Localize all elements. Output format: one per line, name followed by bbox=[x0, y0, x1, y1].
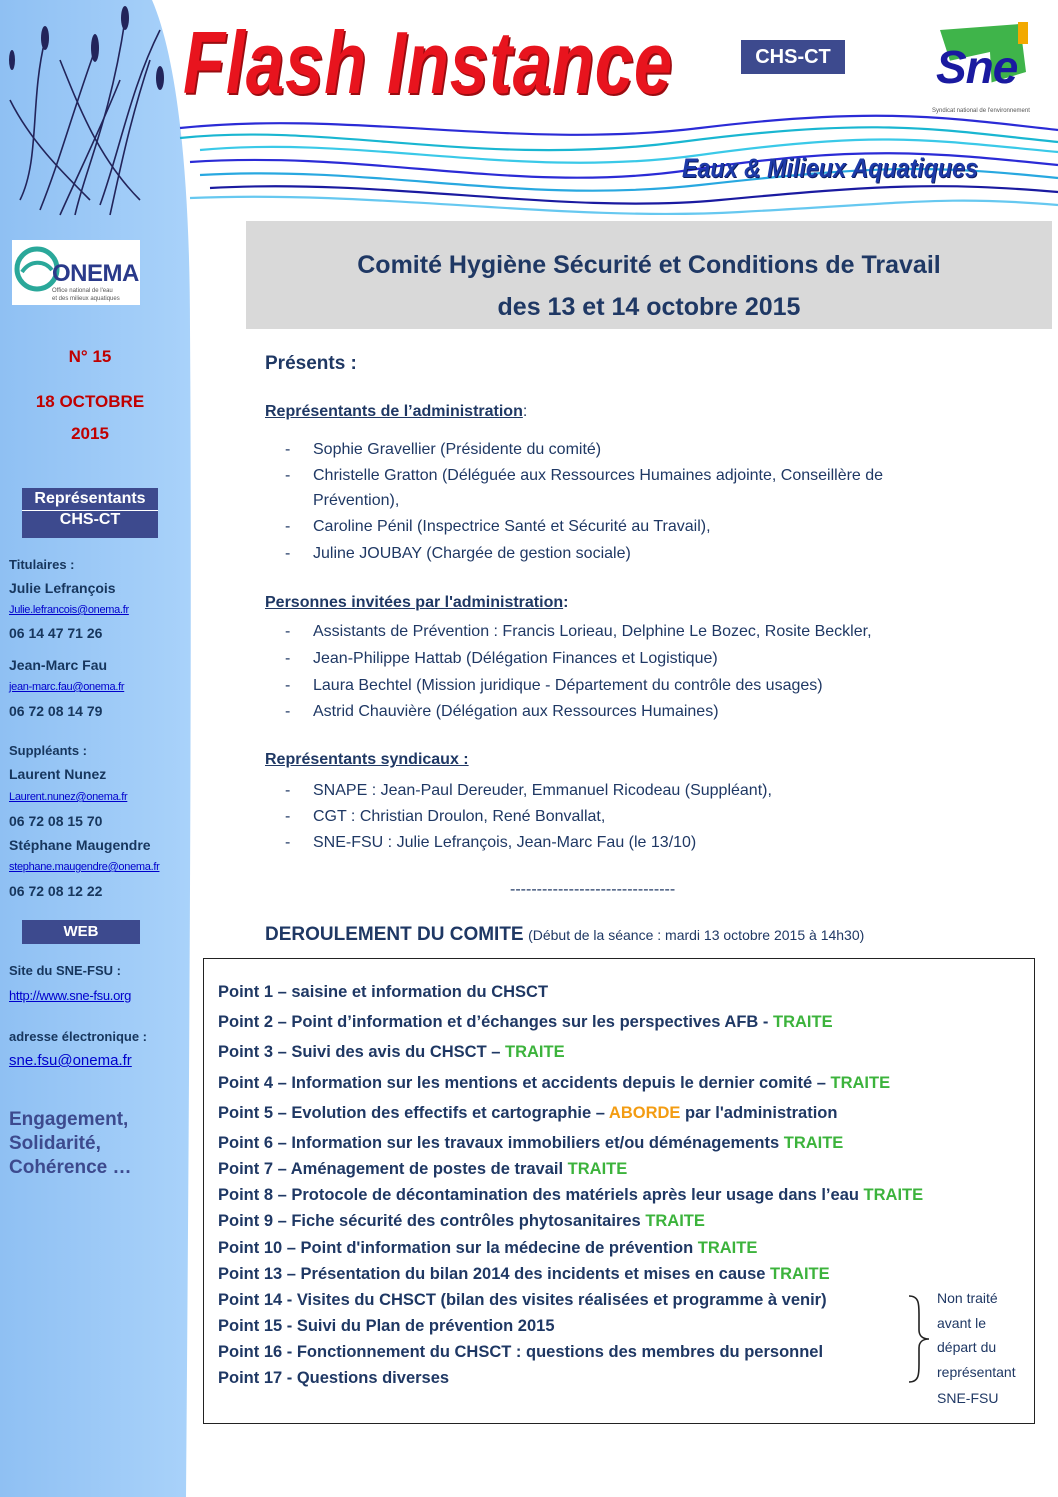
list-item: - SNAPE : Jean-Paul Dereuder, Emmanuel Ricodeau (Suppléant), bbox=[285, 782, 772, 799]
suppleant-2-email-link[interactable]: stephane.maugendre@onema.fr bbox=[9, 861, 160, 873]
issue-date-line-1: 18 OCTOBRE bbox=[35, 392, 145, 411]
list-item: - Juline JOUBAY (Chargée de gestion sociale) bbox=[285, 545, 631, 562]
agenda-point-text: Point 14 - Visites du CHSCT (bilan des visites réalisées et programme à venir) bbox=[218, 1291, 827, 1309]
brace-icon bbox=[905, 1294, 931, 1384]
titulaire-1-email-link[interactable]: Julie.lefrancois@onema.fr bbox=[9, 604, 129, 616]
agenda-point bbox=[218, 1104, 837, 1123]
list-item-text: Caroline Pénil (Inspectrice Santé et Sécurité au Travail), bbox=[313, 518, 711, 535]
agenda-point-status: TRAITE bbox=[505, 1043, 565, 1061]
newsletter-title: Flash Instance bbox=[183, 13, 673, 112]
sne-logo-text: Sne bbox=[936, 41, 1018, 93]
agenda-point-text: Point 6 – Information sur les travaux immobiliers et/ou déménagements bbox=[218, 1134, 784, 1152]
newsletter-subtitle: Eaux & Milieux Aquatiques bbox=[682, 153, 978, 183]
agenda-point-text: Point 4 – Information sur les mentions et accidents depuis le dernier comité – bbox=[218, 1074, 831, 1092]
issue-number: N° 15 bbox=[68, 347, 112, 366]
agenda-point-text: Point 10 – Point d'information sur la médecine de prévention bbox=[218, 1239, 698, 1257]
list-item: - Assistants de Prévention : Francis Lorieau, Delphine Le Bozec, Rosite Beckler, bbox=[285, 623, 872, 640]
agenda-point bbox=[218, 1013, 833, 1032]
agenda-point bbox=[218, 1134, 843, 1153]
titulaire-1-phone: 06 14 47 71 26 bbox=[9, 625, 103, 641]
motto-line-1: Engagement, bbox=[9, 1109, 129, 1130]
admin-section-colon: : bbox=[522, 403, 528, 420]
agenda-point bbox=[218, 1291, 827, 1310]
list-item-continuation: Prévention), bbox=[313, 492, 400, 509]
list-item-text: SNE-FSU : Julie Lefrançois, Jean-Marc Fau (le 13/10) bbox=[313, 834, 697, 851]
agenda-point-status: TRAITE bbox=[773, 1013, 833, 1031]
motto-line-3: Cohérence … bbox=[9, 1157, 132, 1178]
list-item-text: CGT : Christian Droulon, René Bonvallat, bbox=[313, 808, 606, 825]
representatives-box bbox=[22, 488, 158, 538]
email-link[interactable]: sne.fsu@onema.fr bbox=[9, 1052, 132, 1069]
admin-section-label-text: Représentants de l’administration bbox=[265, 403, 523, 420]
not-treated-line: représentant bbox=[937, 1364, 1016, 1380]
agenda-point bbox=[218, 1212, 705, 1231]
not-treated-line: avant le bbox=[937, 1315, 987, 1331]
list-item: - Laura Bechtel (Mission juridique - Département du contrôle des usages) bbox=[285, 677, 823, 694]
agenda-point-suffix: par l'administration bbox=[680, 1104, 838, 1122]
agenda-point-text: Point 13 – Présentation du bilan 2014 des incidents et mises en cause bbox=[218, 1265, 771, 1283]
list-item: - Astrid Chauvière (Délégation aux Ressources Humaines) bbox=[285, 703, 719, 720]
agenda-point-text: Point 7 – Aménagement de postes de travail bbox=[218, 1160, 568, 1178]
agenda-point bbox=[218, 1369, 449, 1388]
agenda-point-text: Point 16 - Fonctionnement du CHSCT : questions des membres du personnel bbox=[218, 1343, 824, 1361]
list-item-text: Assistants de Prévention : Francis Lorieau, Delphine Le Bozec, Rosite Beckler, bbox=[313, 623, 872, 640]
main-heading-line-2: des 13 et 14 octobre 2015 bbox=[497, 293, 801, 321]
suppleant-2-phone: 06 72 08 12 22 bbox=[9, 883, 103, 899]
onema-name: ONEMA bbox=[52, 260, 139, 287]
email-label: adresse électronique : bbox=[9, 1029, 147, 1044]
list-item: - Jean-Philippe Hattab (Délégation Finances et Logistique) bbox=[285, 650, 718, 667]
agenda-point-text: Point 9 – Fiche sécurité des contrôles phytosanitaires bbox=[218, 1212, 646, 1230]
agenda-point bbox=[218, 1074, 890, 1093]
agenda-point-text: Point 5 – Evolution des effectifs et cartographie – bbox=[218, 1104, 609, 1122]
agenda-point-text: Point 1 – saisine et information du CHSCT bbox=[218, 983, 549, 1001]
titulaire-1-name: Julie Lefrançois bbox=[9, 580, 116, 596]
list-item-text: Christelle Gratton (Déléguée aux Ressources Humaines adjointe, Conseillère de bbox=[313, 467, 884, 484]
invited-section-colon: : bbox=[563, 594, 569, 611]
agenda-point-status: ABORDE bbox=[608, 1104, 681, 1122]
agenda-point-text: Point 17 - Questions diverses bbox=[218, 1369, 450, 1387]
presents-title: Présents : bbox=[265, 353, 357, 374]
suppleant-1-phone: 06 72 08 15 70 bbox=[9, 813, 103, 829]
not-treated-line: départ du bbox=[937, 1339, 997, 1355]
not-treated-line: SNE-FSU bbox=[937, 1390, 999, 1406]
agenda-point-status: TRAITE bbox=[770, 1265, 830, 1283]
list-item-text: Laura Bechtel (Mission juridique - Département du contrôle des usages) bbox=[313, 677, 823, 694]
site-url-link[interactable]: http://www.sne-fsu.org bbox=[9, 988, 132, 1003]
suppleants-label: Suppléants : bbox=[9, 743, 88, 758]
agenda-point-text: Point 15 - Suivi du Plan de prévention 2015 bbox=[218, 1317, 555, 1335]
titulaires-label: Titulaires : bbox=[9, 557, 75, 572]
invited-section-label bbox=[265, 594, 568, 612]
list-item-text: Juline JOUBAY (Chargée de gestion sociale) bbox=[313, 545, 631, 562]
agenda-point-status: TRAITE bbox=[567, 1160, 628, 1178]
invited-section-label-text: Personnes invitées par l'administration bbox=[265, 594, 564, 611]
agenda-point bbox=[218, 1317, 555, 1336]
agenda-point-status: TRAITE bbox=[830, 1074, 891, 1092]
onema-caption-2: et des milieux aquatiques bbox=[52, 296, 120, 302]
agenda-point bbox=[218, 1343, 823, 1362]
representatives-box-line-2: CHS-CT bbox=[59, 511, 121, 528]
agenda-point bbox=[218, 1186, 923, 1205]
sne-logo-caption: Syndicat national de l'environnement bbox=[932, 108, 1030, 114]
onema-logo bbox=[12, 240, 140, 305]
titulaire-2-email-link[interactable]: jean-marc.fau@onema.fr bbox=[9, 681, 125, 693]
admin-section-label bbox=[265, 403, 527, 421]
suppleant-2-name: Stéphane Maugendre bbox=[9, 837, 151, 853]
agenda-point-status: TRAITE bbox=[783, 1134, 844, 1152]
separator-line: ------------------------------- bbox=[510, 881, 676, 898]
list-item: - Christelle Gratton (Déléguée aux Ressources Humaines adjointe, Conseillère de bbox=[285, 467, 884, 484]
agenda-point bbox=[218, 1265, 830, 1284]
list-item: - CGT : Christian Droulon, René Bonvallat, bbox=[285, 808, 606, 825]
list-item-text: Jean-Philippe Hattab (Délégation Finances et Logistique) bbox=[313, 650, 718, 667]
list-item-text: Astrid Chauvière (Délégation aux Ressources Humaines) bbox=[313, 703, 719, 720]
agenda-point-status: TRAITE bbox=[863, 1186, 924, 1204]
list-item: - Caroline Pénil (Inspectrice Santé et Sécurité au Travail), bbox=[285, 518, 711, 535]
agenda-point-text: Point 8 – Protocole de décontamination des matériels après leur usage dans l’eau bbox=[218, 1186, 864, 1204]
agenda-point-text: Point 3 – Suivi des avis du CHSCT – bbox=[218, 1043, 505, 1061]
agenda-point-text: Point 2 – Point d’information et d’échanges sur les perspectives AFB - bbox=[218, 1013, 774, 1031]
list-item: - SNE-FSU : Julie Lefrançois, Jean-Marc Fau (le 13/10) bbox=[285, 834, 697, 851]
agenda-point bbox=[218, 983, 548, 1002]
deroulement-heading bbox=[265, 924, 864, 946]
suppleant-1-name: Laurent Nunez bbox=[9, 766, 107, 782]
suppleant-1-email-link[interactable]: Laurent.nunez@onema.fr bbox=[9, 791, 128, 803]
motto bbox=[9, 1108, 131, 1180]
motto-line-2: Solidarité, bbox=[9, 1133, 101, 1154]
onema-caption-1: Office national de l'eau bbox=[52, 288, 113, 294]
list-item-text: SNAPE : Jean-Paul Dereuder, Emmanuel Ricodeau (Suppléant), bbox=[313, 782, 772, 799]
agenda-point bbox=[218, 1160, 627, 1179]
agenda-point-status: TRAITE bbox=[645, 1212, 705, 1230]
not-treated-line: Non traité bbox=[937, 1290, 998, 1306]
agenda-point-status: TRAITE bbox=[697, 1239, 758, 1257]
list-item-text: Sophie Gravellier (Présidente du comité) bbox=[313, 441, 602, 458]
issue-date-line-2: 2015 bbox=[71, 424, 109, 443]
chsct-badge: CHS-CT bbox=[741, 40, 845, 74]
deroulement-title: DEROULEMENT DU COMITE bbox=[265, 924, 524, 945]
titulaire-2-name: Jean-Marc Fau bbox=[9, 657, 108, 673]
agenda-point bbox=[218, 1239, 757, 1258]
union-section-label: Représentants syndicaux : bbox=[265, 751, 469, 768]
representatives-box-line-1: Représentants bbox=[34, 490, 146, 507]
agenda-point bbox=[218, 1043, 565, 1062]
main-heading-line-1: Comité Hygiène Sécurité et Conditions de Travail bbox=[357, 251, 941, 279]
main-heading bbox=[246, 221, 1052, 329]
web-box: WEB bbox=[22, 920, 140, 944]
sne-logo bbox=[930, 22, 1030, 117]
list-item: - Sophie Gravellier (Présidente du comité) bbox=[285, 441, 602, 458]
titulaire-2-phone: 06 72 08 14 79 bbox=[9, 703, 103, 719]
deroulement-note: (Début de la séance : mardi 13 octobre 2015 à 14h30) bbox=[528, 927, 865, 943]
site-label: Site du SNE-FSU : bbox=[9, 963, 121, 978]
